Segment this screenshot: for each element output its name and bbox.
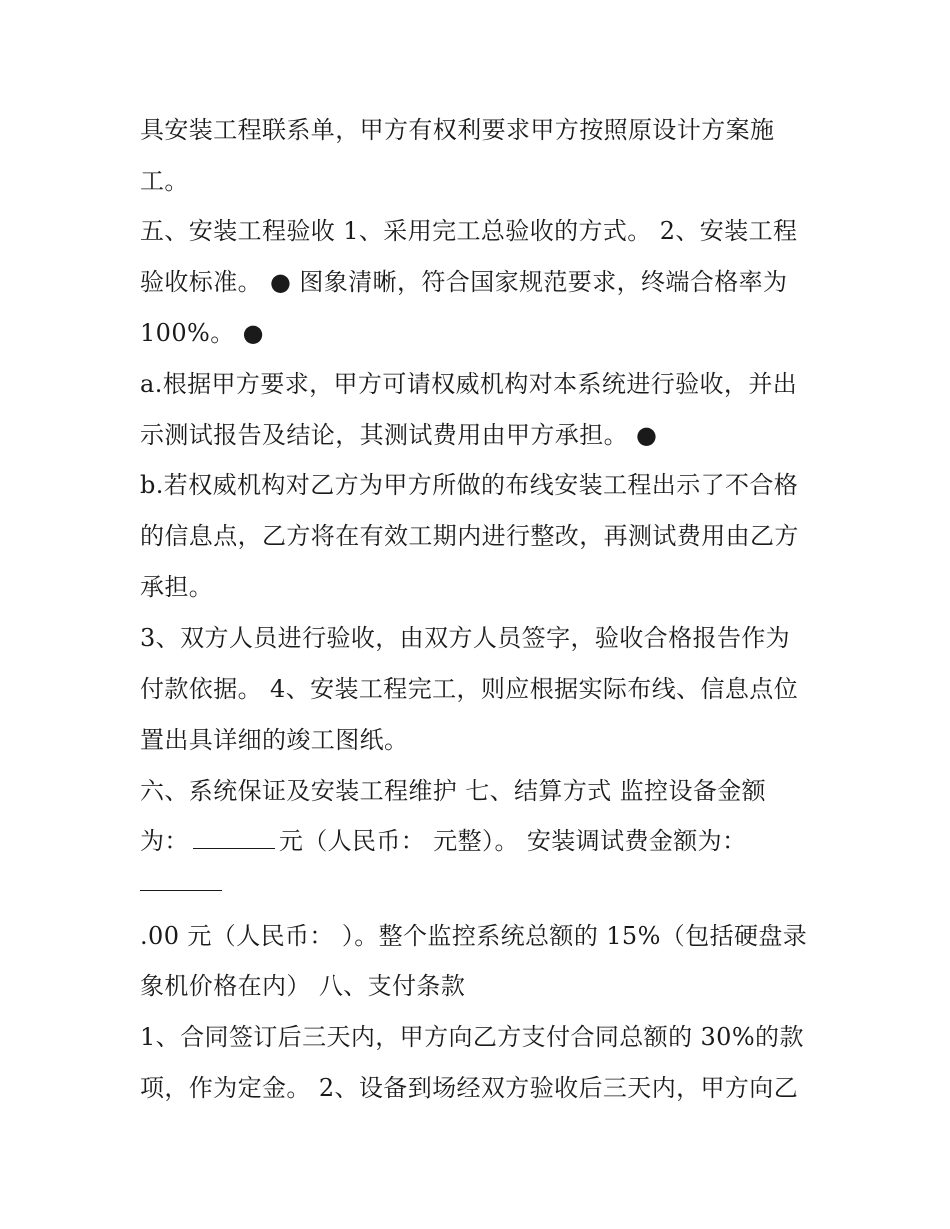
- fill-in-blank: [193, 826, 275, 849]
- text-line: a.根据甲方要求，甲方可请权威机构对本系统进行验收，并出: [140, 370, 798, 398]
- text-line-with-blank: [140, 825, 746, 857]
- text-line: 五、安装工程验收 1、采用完工总验收的方式。 2、安装工程: [140, 217, 798, 245]
- text-line: 的信息点，乙方将在有效工期内进行整改，再测试费用由乙方: [140, 522, 799, 550]
- text-line: 付款依据。 4、安装工程完工，则应根据实际布线、信息点位: [140, 675, 799, 703]
- text-line: 象机价格在内） 八、支付条款: [140, 972, 466, 1000]
- text-segment: 元（人民币： 元整）。 安装调试费金额为：: [278, 827, 747, 855]
- text-line: 置出具详细的竣工图纸。: [140, 726, 409, 754]
- text-line: 具安装工程联系单，甲方有权利要求甲方按照原设计方案施: [140, 116, 775, 144]
- fill-in-blank: [140, 890, 222, 891]
- text-line: 工。: [140, 167, 189, 195]
- text-line: 验收标准。 ● 图象清晰，符合国家规范要求，终端合格率为: [140, 268, 788, 296]
- text-line: 100%。 ●: [140, 319, 264, 347]
- text-segment: 为：: [140, 827, 189, 855]
- text-line: 3、双方人员进行验收，由双方人员签字，验收合格报告作为: [140, 624, 791, 652]
- text-line: .00 元（人民币： ）。整个监控系统总额的 15%（包括硬盘录: [140, 922, 808, 950]
- text-line: 示测试报告及结论，其测试费用由甲方承担。 ●: [140, 421, 658, 449]
- text-line: 承担。: [140, 573, 214, 601]
- text-line: b.若权威机构对乙方为甲方所做的布线安装工程出示了不合格: [140, 471, 799, 499]
- text-line: 项，作为定金。 2、设备到场经双方验收后三天内，甲方向乙: [140, 1074, 799, 1102]
- text-line: 六、系统保证及安装工程维护 七、结算方式 监控设备金额: [140, 777, 767, 805]
- text-line: 1、合同签订后三天内，甲方向乙方支付合同总额的 30%的款: [140, 1023, 804, 1051]
